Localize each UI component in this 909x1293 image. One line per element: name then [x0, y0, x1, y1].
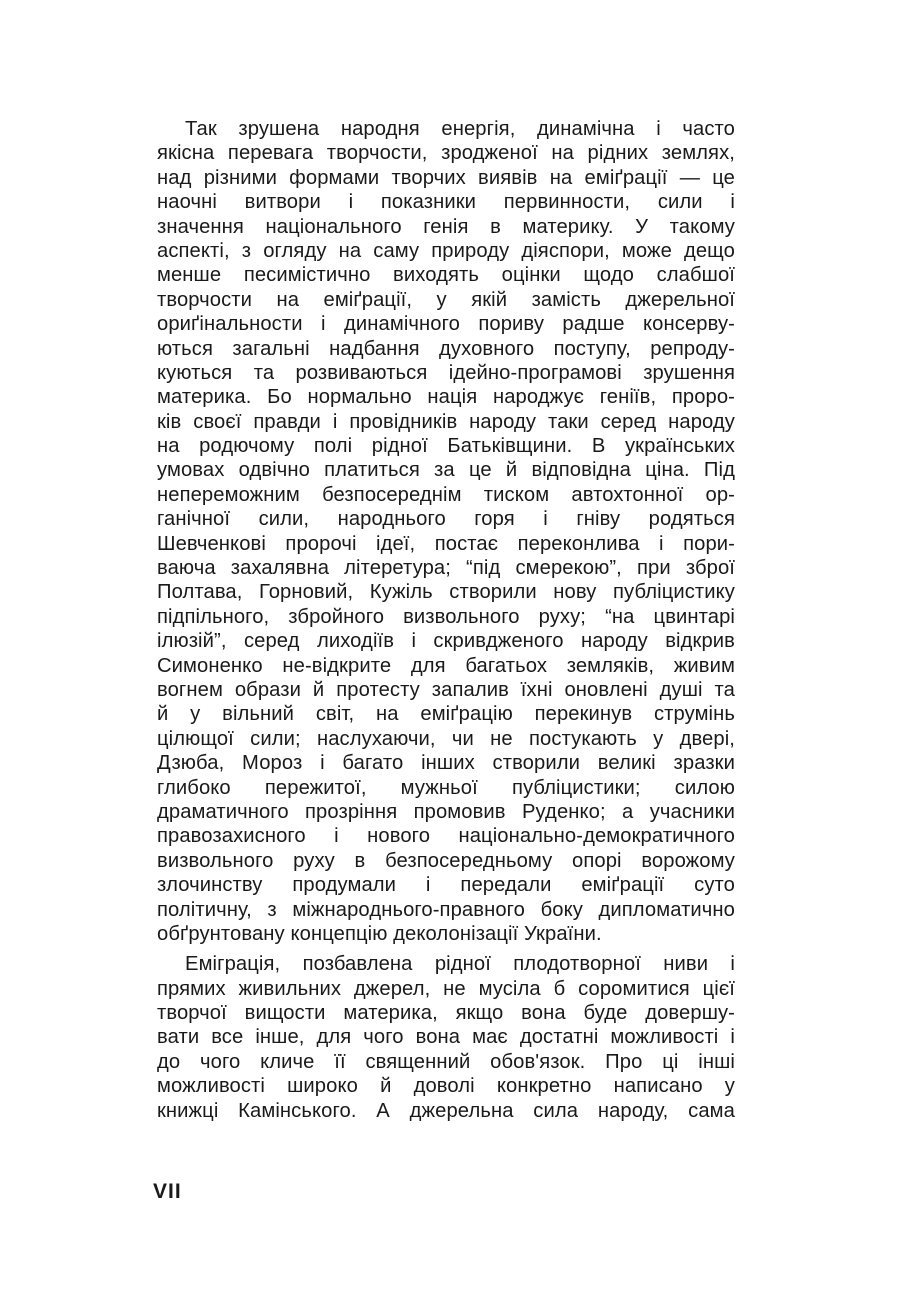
text-line: Полтава, Горновий, Кужіль створили нову публіцистику [157, 581, 735, 604]
text-line: над різними формами творчих виявів на еміґрації — це [157, 166, 735, 189]
text-line: ків своєї правди і провідників народу таки серед народу [157, 410, 735, 433]
text-line: ганічної сили, народнього горя і гніву родяться [157, 508, 735, 531]
text-line: менше песимістично виходять оцінки щодо слабшої [157, 264, 735, 287]
text-line: Шевченкові пророчі ідеї, постає переконлива і пори- [157, 532, 735, 555]
text-line: цілющої сили; наслухаючи, чи не постукають у двері, [157, 727, 735, 750]
text-line: материка. Бо нормально нація народжує геніїв, проро- [157, 386, 735, 409]
text-line: визвольного руху в безпосередньому опорі ворожому [157, 849, 735, 872]
text-line: якісна перевага творчости, зродженої на рідних землях, [157, 142, 735, 165]
text-line: обґрунтовану концепцію деколонізації України. [157, 922, 602, 945]
text-line: ілюзій”, серед лиходіїв і скривдженого народу відкрив [157, 630, 735, 653]
text-line: підпільного, збройного визвольного руху; “на цвинтарі [157, 605, 735, 628]
text-line: куються та розвиваються ідейно-програмові зрушення [157, 361, 735, 384]
text-line: можливості широко й доволі конкретно написано у [157, 1075, 735, 1098]
text-line: ються загальні надбання духовного поступу, репроду- [157, 337, 735, 360]
text-line: до чого кличе її священний обов'язок. Про ці інші [157, 1050, 735, 1073]
text-line: Симоненко не-відкрите для багатьох земляків, живим [157, 654, 735, 677]
text-line: Еміграція, позбавлена рідної плодотворної ниви і [185, 953, 735, 976]
body-text [157, 117, 735, 1123]
text-line: вати все інше, для чого вона має достатні можливості і [157, 1026, 735, 1049]
text-line: умовах одвічно платиться за це й відповідна ціна. Під [157, 459, 735, 482]
text-line: вогнем образи й протесту запалив їхні оновлені душі та [157, 678, 735, 701]
text-line: Дзюба, Мороз і багато інших створили великі зразки [157, 752, 735, 775]
paragraph [157, 952, 735, 1123]
paragraph [157, 117, 735, 946]
text-line: драматичного прозріння промовив Руденко; а учасники [157, 800, 735, 823]
text-line: аспекті, з огляду на саму природу діяспори, може дещо [157, 239, 735, 262]
text-line: ваюча захалявна літеретура; “під смерекою”, при зброї [157, 557, 735, 580]
text-line: на родючому полі рідної Батьківщини. В українських [157, 435, 735, 458]
text-line: книжці Камінського. А джерельна сила народу, сама [157, 1099, 735, 1122]
text-line: й у вільний світ, на еміґрацію перекинув струмінь [157, 703, 735, 726]
text-line: Так зрушена народня енергія, динамічна і часто [185, 118, 735, 140]
text-line: значення національного генія в материку. У такому [157, 215, 735, 238]
text-line: ориґінальности і динамічного пориву радше консерву- [157, 313, 735, 336]
text-line: наочні витвори і показники первинности, сили і [157, 191, 735, 214]
text-line: правозахисного і нового національно-демократичного [157, 825, 735, 848]
text-line: прямих живильних джерел, не мусіла б соромитися цієї [157, 977, 735, 1000]
text-line: злочинству продумали і передали еміґрації суто [157, 874, 735, 897]
text-line: творчости на еміґрації, у якій замість джерельної [157, 288, 735, 311]
text-line: політичну, з міжнароднього-правного боку дипломатично [157, 898, 735, 921]
text-line: творчої вищости материка, якщо вона буде довершу- [157, 1002, 735, 1025]
text-line: непереможним безпосереднім тиском автохтонної ор- [157, 483, 735, 506]
page-number: VII [153, 1180, 182, 1203]
text-line: глибоко пережитої, мужньої публіцистики; силою [157, 776, 735, 799]
